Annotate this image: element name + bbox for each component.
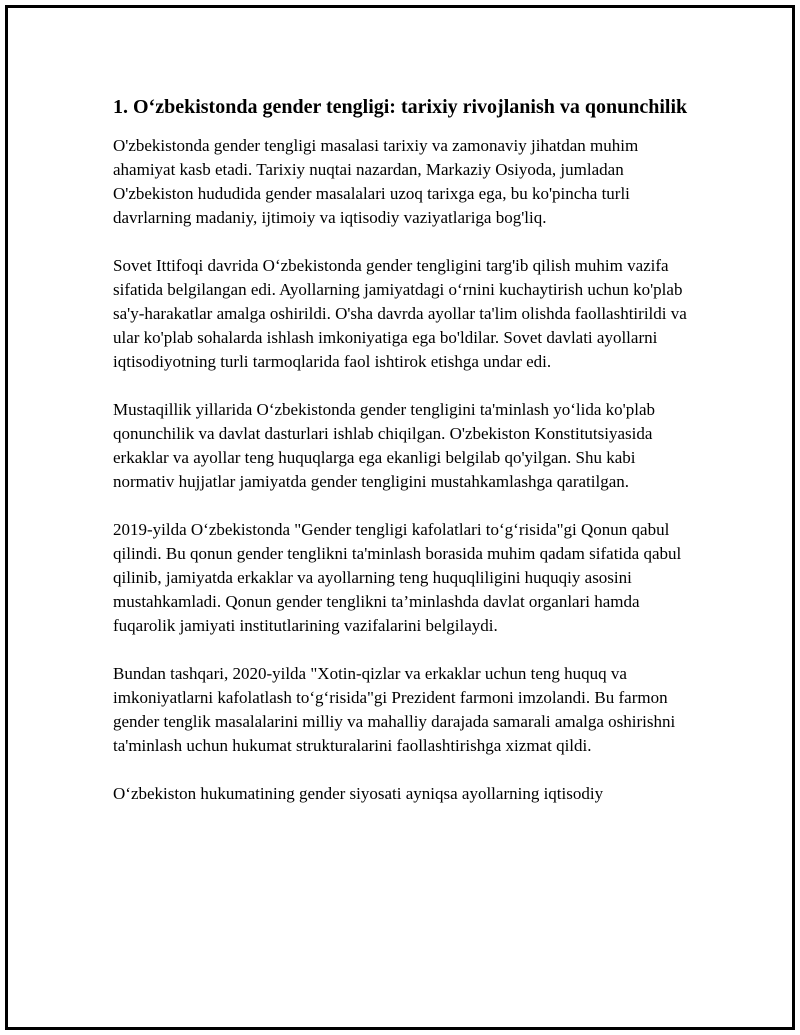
paragraph: O'zbekistonda gender tengligi masalasi tarixiy va zamonaviy jihatdan muhim ahamiyat kasb etadi. Tarixiy nuqtai nazardan, Markaziy Osiyoda, jumladan O'zbekiston hududida gender masalalari uzoq tarixga ega, bu ko'pincha turli davrlarning madaniy, ijtimoiy va iqtisodiy vaziyatlariga bog'liq. xyxy=(113,136,639,227)
document-body xyxy=(113,93,693,830)
section-heading: 1. O‘zbekistonda gender tengligi: tarixiy rivojlanish va qonunchilik xyxy=(113,96,688,118)
paragraph: Sovet Ittifoqi davrida O‘zbekistonda gender tengligini targ'ib qilish muhim vazifa sifatida belgilangan edi. Ayollarning jamiyatdagi o‘rnini kuchaytirish uchun ko'plab sa'y-harakatlar amalga oshirildi. O'sha davrda ayollar ta'lim olishda faollashtirildi va ular ko'plab sohalarda ishlash imkoniyatiga ega bo'ldilar. Sovet davlati ayollarni iqtisodiyotning turli tarmoqlarida faol ishtirok etishga undar edi. xyxy=(113,256,687,371)
paragraph: Bundan tashqari, 2020-yilda "Xotin-qizlar va erkaklar uchun teng huquq va imkoniyatlarni kafolatlash to‘g‘risida"gi Prezident farmoni imzolandi. Bu farmon gender tenglik masalalarini milliy va mahalliy darajada samarali amalga oshirishni ta'minlash uchun hukumat strukturalarini faollashtirishga xizmat qildi. xyxy=(113,664,676,755)
paragraph: 2019-yilda O‘zbekistonda "Gender tengligi kafolatlari to‘g‘risida"gi Qonun qabul qilindi. Bu qonun gender tenglikni ta'minlash borasida muhim qadam sifatida qabul qilinib, jamiyatda erkaklar va ayollarning teng huquqliligini huquqiy asosini mustahkamladi. Qonun gender tenglikni ta’minlashda davlat organlari hamda fuqarolik jamiyati institutlarining vazifalarini belgilaydi. xyxy=(113,520,682,635)
paragraph: Mustaqillik yillarida O‘zbekistonda gender tengligini ta'minlash yo‘lida ko'plab qonunchilik va davlat dasturlari ishlab chiqilgan. O'zbekiston Konstitutsiyasida erkaklar va ayollar teng huquqlarga ega ekanligi belgilab qo'yilgan. Shu kabi normativ hujjatlar jamiyatda gender tengligini mustahkamlashga qaratilgan. xyxy=(113,400,655,491)
paragraph: O‘zbekiston hukumatining gender siyosati ayniqsa ayollarning iqtisodiy xyxy=(113,784,604,803)
